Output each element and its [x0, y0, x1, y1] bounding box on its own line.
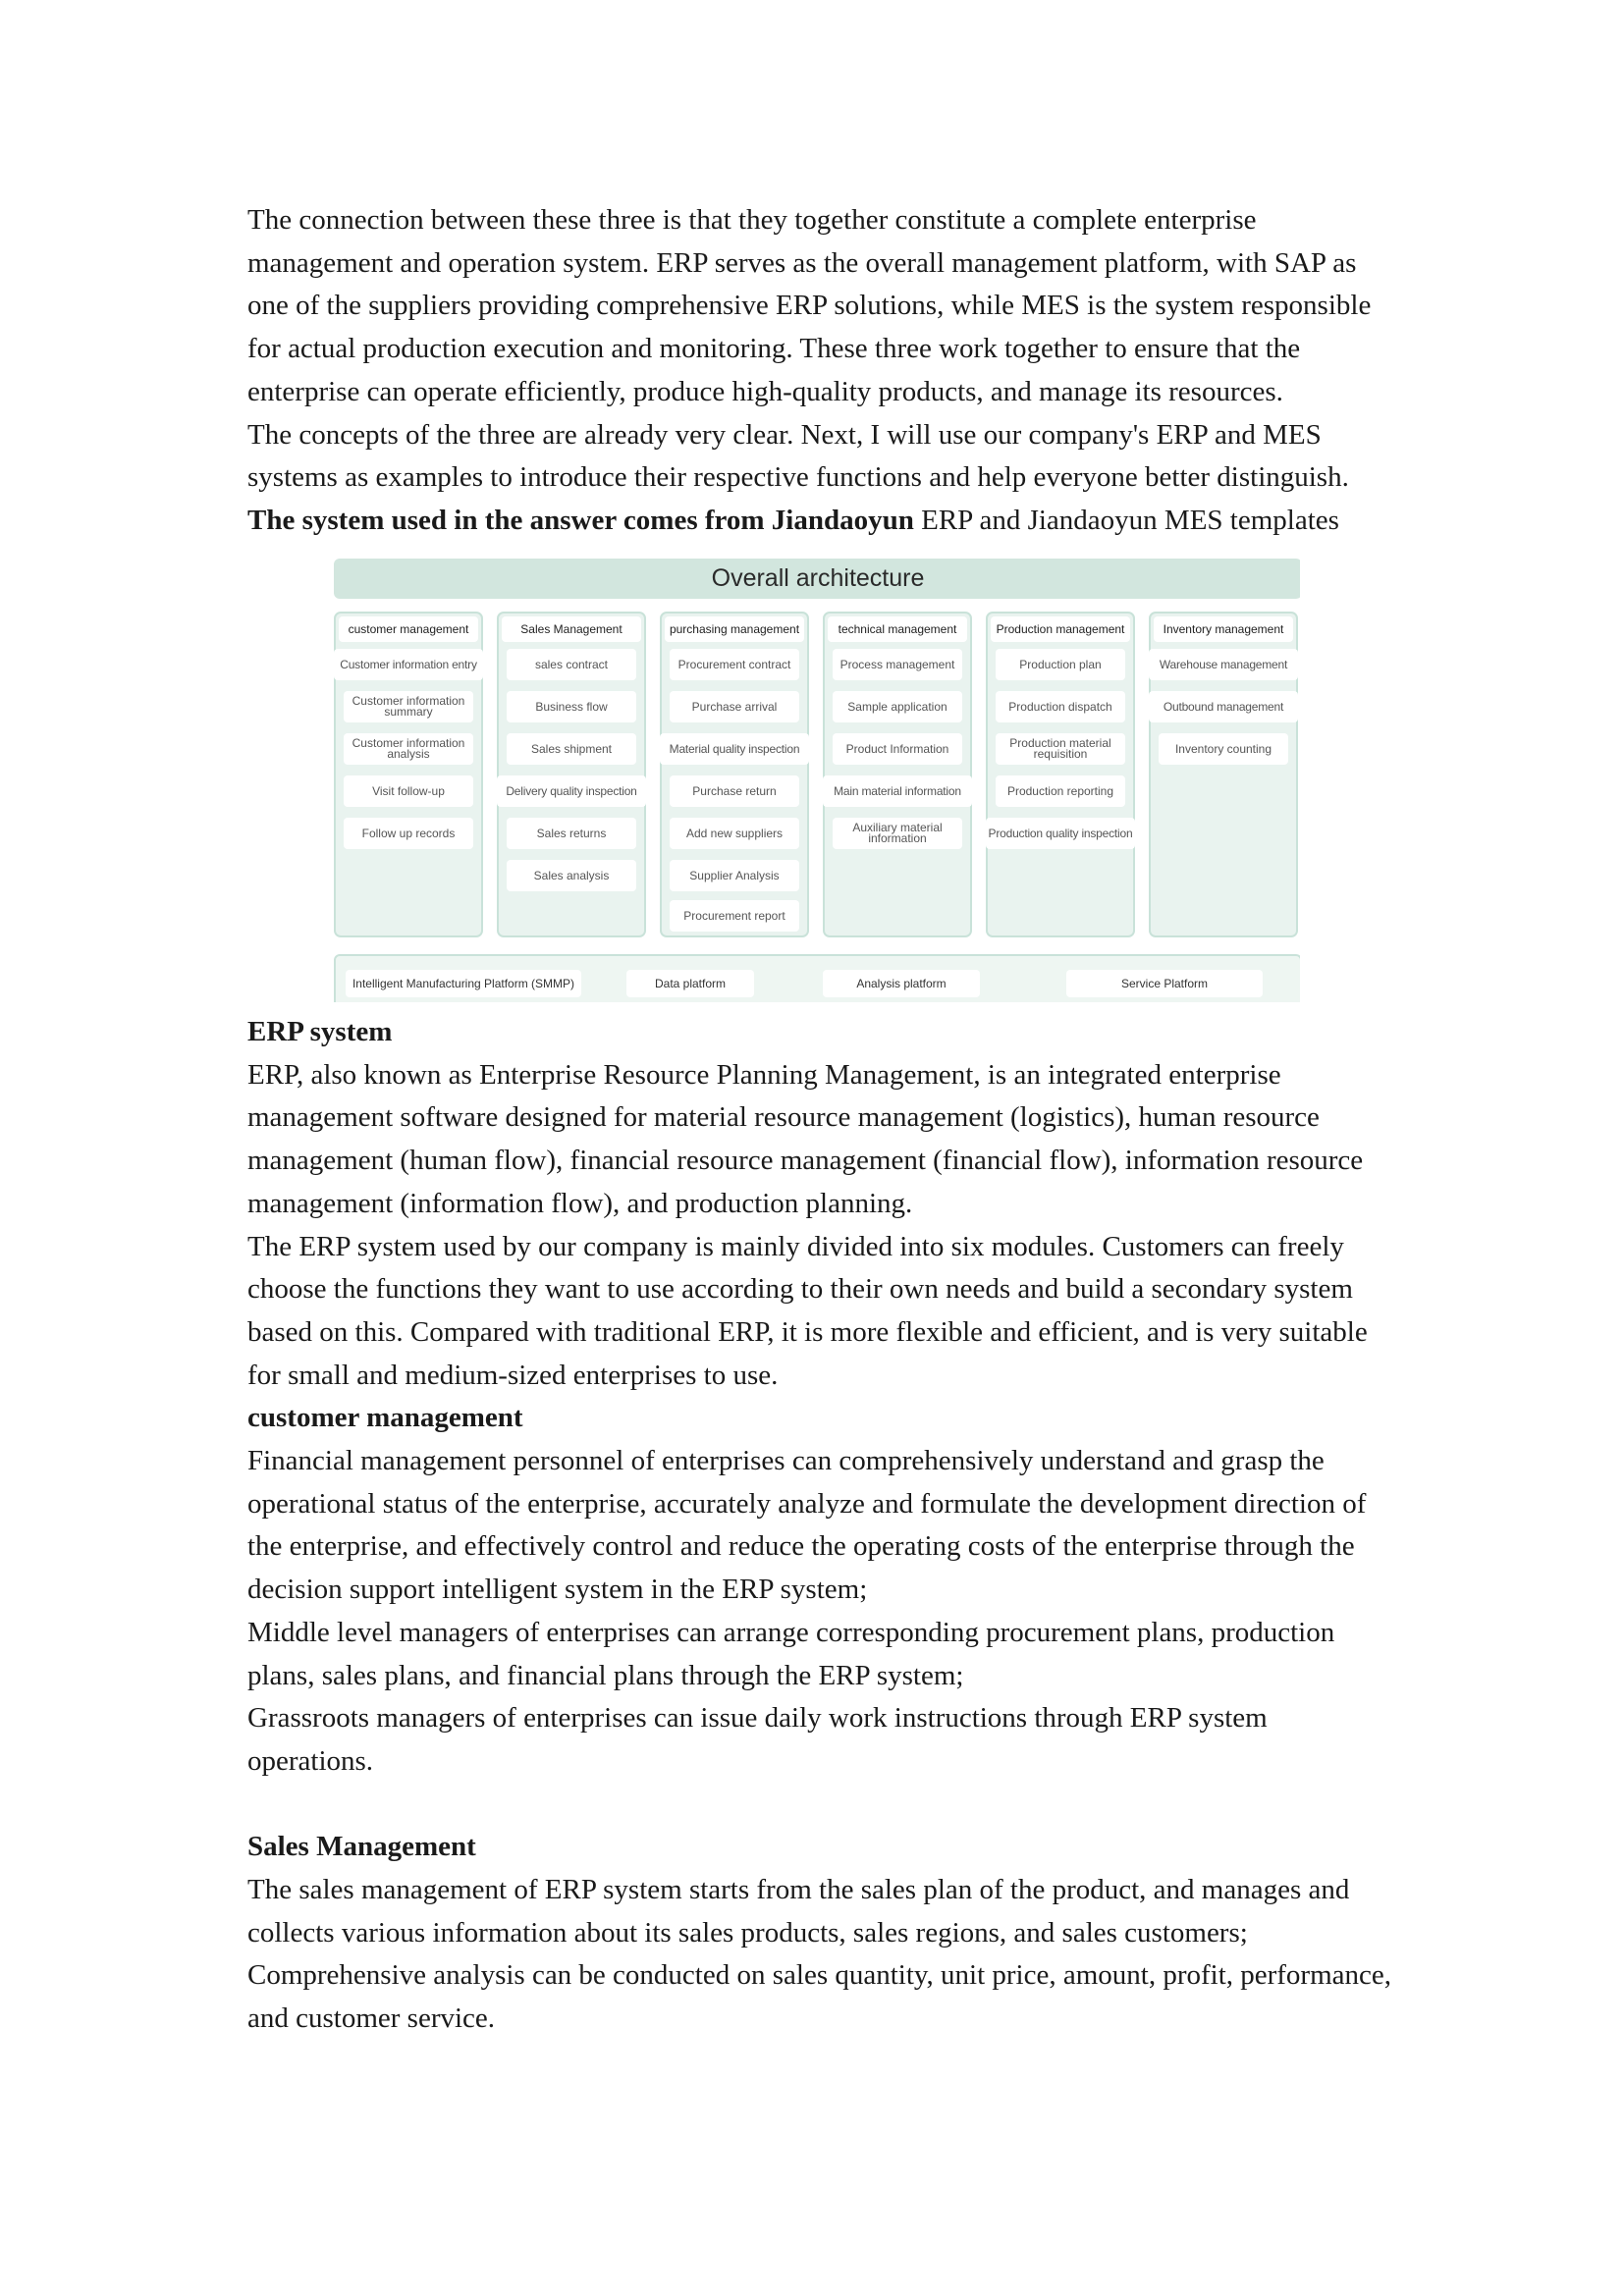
module-header: Production management	[991, 616, 1130, 642]
module-item: Sales analysis	[507, 860, 636, 891]
module-item: Procurement contract	[670, 649, 799, 680]
module-item: Visit follow-up	[344, 775, 473, 807]
module-column-purchasing-management	[660, 612, 809, 937]
module-item: Purchase return	[670, 775, 799, 807]
module-header: Inventory management	[1154, 616, 1293, 642]
module-item: Production material requisition	[996, 733, 1125, 765]
module-item: Inventory counting	[1159, 733, 1288, 765]
module-item: Add new suppliers	[670, 818, 799, 849]
module-item: Business flow	[507, 691, 636, 722]
platform-item: Service Platform	[1066, 970, 1263, 997]
module-item: Follow up records	[344, 818, 473, 849]
sales-management-heading: Sales Management	[247, 1831, 476, 1863]
architecture-figure	[330, 556, 1300, 1002]
module-column-technical-management	[823, 612, 972, 937]
module-item: Customer information summary	[344, 691, 473, 722]
erp-paragraph-1: ERP, also known as Enterprise Resource Planning Management, is an integrated enterprise management software designed for material resource management (logistics), human resource management (human flow), financial resource management (financial flow), information resource management (information flow), and production planning.	[247, 1058, 1364, 1219]
sales-management-paragraph-2: Comprehensive analysis can be conducted on sales quantity, unit price, amount, profit, performance, and customer service.	[247, 1959, 1392, 2035]
module-header: technical management	[828, 616, 967, 642]
module-item: Warehouse management	[1149, 649, 1298, 680]
module-item: Customer information entry	[334, 649, 483, 680]
erp-heading: ERP system	[247, 1016, 393, 1047]
sales-management-paragraph-1: The sales management of ERP system starts from the sales plan of the product, and manages and collects various information about its sales products, sales regions, and sales customers;	[247, 1874, 1350, 1949]
module-item: Material quality inspection	[660, 733, 809, 765]
body-section	[247, 1011, 1396, 2041]
intro-section	[247, 199, 1396, 543]
module-item: Sales returns	[507, 818, 636, 849]
customer-management-paragraph-3: Grassroots managers of enterprises can issue daily work instructions through ERP system operations.	[247, 1702, 1268, 1777]
module-item: Product Information	[833, 733, 962, 765]
module-item: Sales shipment	[507, 733, 636, 765]
module-column-inventory-management	[1149, 612, 1298, 937]
module-item: Procurement report	[670, 900, 799, 932]
customer-management-paragraph-2: Middle level managers of enterprises can arrange corresponding procurement plans, production plans, sales plans, and financial plans through the ERP system;	[247, 1616, 1335, 1691]
module-item: Sample application	[833, 691, 962, 722]
module-item: Production dispatch	[996, 691, 1125, 722]
intro-paragraph-1: The connection between these three is that they together constitute a complete enterprise management and operation system. ERP serves as the overall management platform, with SAP as one of the suppliers providing comprehensive ERP solutions, while MES is the system responsible for actual production execution and monitoring. These three work together to ensure that the enterprise can operate efficiently, produce high-quality products, and manage its resources.	[247, 204, 1372, 407]
module-item: Delivery quality inspection	[497, 775, 646, 807]
module-item: Auxiliary material information	[833, 818, 962, 849]
platform-item: Data platform	[626, 970, 754, 997]
module-item: Main material information	[823, 775, 972, 807]
platform-item: Intelligent Manufacturing Platform (SMMP)	[346, 970, 581, 997]
source-line-bold: The system used in the answer comes from Jiandaoyun	[247, 504, 914, 536]
module-header: Sales Management	[502, 616, 641, 642]
module-item: Production reporting	[996, 775, 1125, 807]
module-item: Process management	[833, 649, 962, 680]
figure-title: Overall architecture	[334, 559, 1300, 599]
paragraph-spacer	[247, 1784, 1396, 1827]
module-item: Outbound management	[1149, 691, 1298, 722]
module-column-customer-management	[334, 612, 483, 937]
module-item: Production quality inspection	[986, 818, 1135, 849]
module-header: purchasing management	[665, 616, 804, 642]
customer-management-paragraph-1: Financial management personnel of enterprises can comprehensively understand and grasp the operational status of the enterprise, accurately analyze and formulate the development direction of the enterprise, and effectively control and reduce the operating costs of the enterprise through the decision support intelligent system in the ERP system;	[247, 1445, 1367, 1606]
module-item: Supplier Analysis	[670, 860, 799, 891]
intro-paragraph-2: The concepts of the three are already very clear. Next, I will use our company's ERP and MES systems as examples to introduce their respective functions and help everyone better distinguish.	[247, 418, 1349, 494]
source-line-rest: ERP and Jiandaoyun MES templates	[913, 504, 1339, 536]
module-column-production-management	[986, 612, 1135, 937]
customer-management-heading: customer management	[247, 1402, 523, 1434]
module-item: Purchase arrival	[670, 691, 799, 722]
platform-item: Analysis platform	[823, 970, 980, 997]
platform-bar	[334, 954, 1300, 1002]
module-header: customer management	[339, 616, 478, 642]
module-item: sales contract	[507, 649, 636, 680]
source-line	[247, 500, 1396, 543]
module-item: Production plan	[996, 649, 1125, 680]
module-item: Customer information analysis	[344, 733, 473, 765]
module-column-sales-management	[497, 612, 646, 937]
erp-paragraph-2: The ERP system used by our company is mainly divided into six modules. Customers can freely choose the functions they want to use according to their own needs and build a secondary system based on this. Compared with traditional ERP, it is more flexible and efficient, and is very suitable for small and medium-sized enterprises to use.	[247, 1230, 1368, 1391]
